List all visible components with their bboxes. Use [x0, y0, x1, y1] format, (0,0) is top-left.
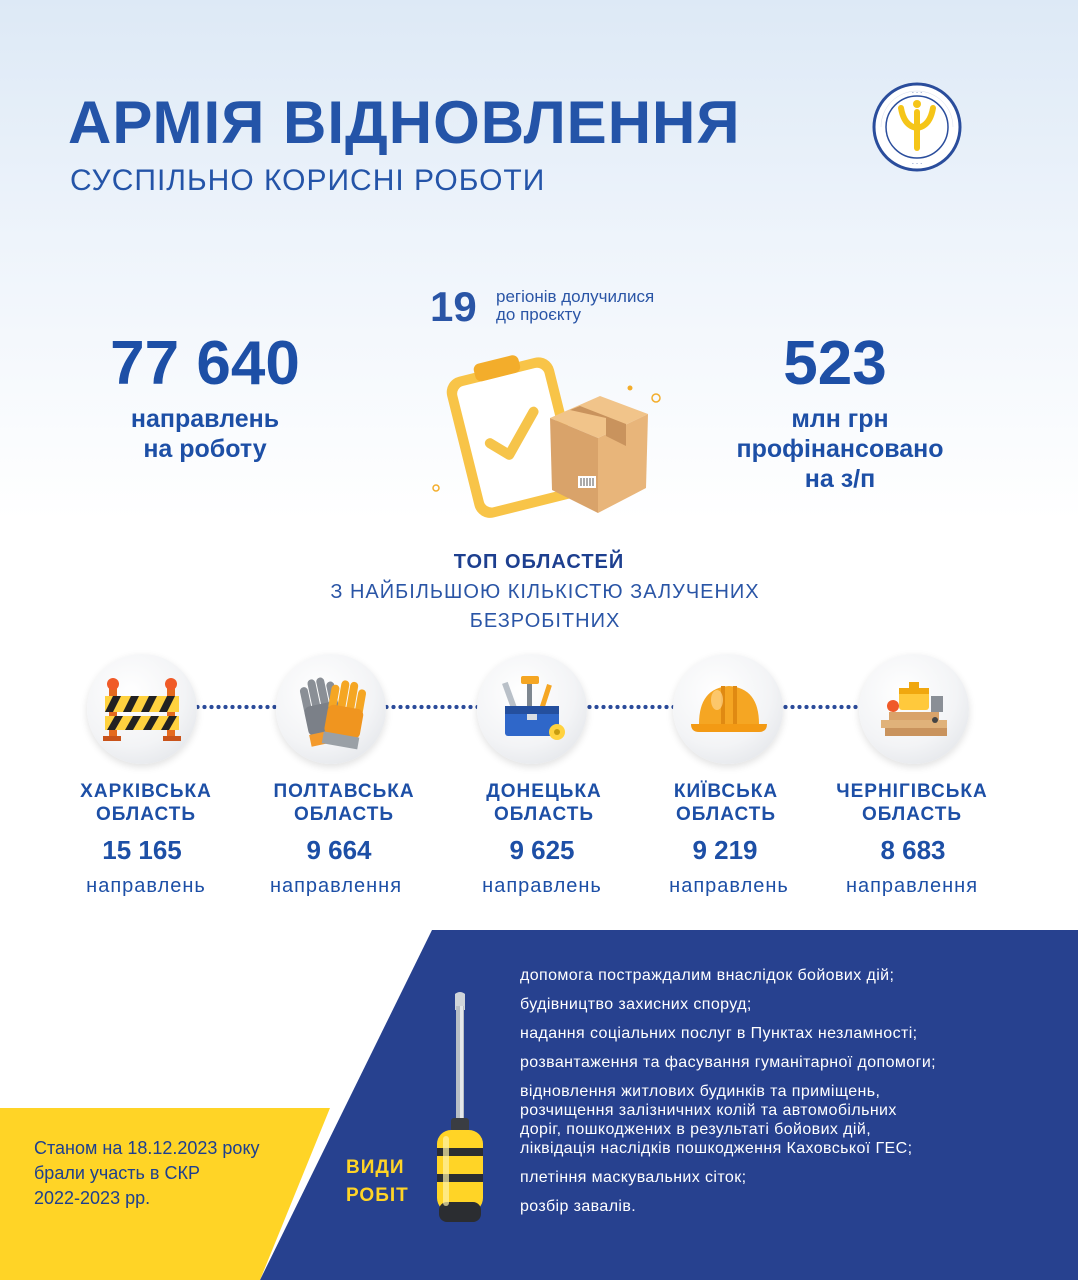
regions-label — [496, 288, 736, 324]
svg-text:· · ·: · · · — [911, 89, 923, 97]
regions-label-line1: регіонів долучилися — [496, 287, 655, 306]
region-count: 9 664 — [306, 835, 372, 865]
work-types-label-line1: ВИДИ — [346, 1157, 405, 1178]
total-referrals-label-line2: на роботу — [143, 435, 267, 463]
region-icon-circle — [276, 654, 386, 764]
total-referrals-value: 77 640 — [110, 329, 300, 398]
region-unit: направлення — [845, 875, 979, 897]
region-name-line1: ХАРКІВСЬКА — [80, 781, 212, 802]
region-name-line1: ЧЕРНІГІВСЬКА — [836, 781, 988, 802]
as-of-note-line1: Станом на 18.12.2023 року — [34, 1138, 260, 1158]
top-regions-heading: ТОП ОБЛАСТЕЙ — [453, 551, 625, 573]
region-name-line2: ОБЛАСТЬ — [675, 804, 777, 825]
work-type-line: відновлення житлових будинків та приміщень, — [520, 1083, 881, 1100]
regions-label-line2: до проєкту — [496, 305, 581, 324]
work-types-label-line2: РОБІТ — [346, 1185, 409, 1206]
work-types-label — [346, 1154, 426, 1210]
work-types-list — [520, 966, 1060, 1226]
hard-hat-icon — [673, 654, 783, 764]
region-icon-circle — [859, 654, 969, 764]
region-name-line2: ОБЛАСТЬ — [861, 804, 963, 825]
region-icon-circle — [673, 654, 783, 764]
road-barrier-icon — [87, 654, 197, 764]
region-name — [51, 780, 241, 826]
work-type-line: розчищення залізничних колій та автомобільних — [520, 1102, 897, 1119]
region-icon-circle — [477, 654, 587, 764]
page-title: АРМІЯ ВІДНОВЛЕННЯ — [68, 89, 741, 156]
work-type-line: ліквідація наслідків пошкодження Каховської ГЕС; — [520, 1140, 913, 1157]
region-name-line1: ДОНЕЦЬКА — [486, 781, 602, 802]
financing-label-line2: профінансовано — [736, 435, 944, 463]
region-count: 9 219 — [692, 835, 758, 865]
as-of-note-line2: брали участь в СКР — [34, 1163, 200, 1183]
financing-label — [700, 404, 980, 494]
total-referrals-label-line1: направлень — [130, 405, 280, 433]
region-count: 8 683 — [880, 835, 946, 865]
financing-label-line1: млн грн — [791, 405, 889, 433]
region-count: 9 625 — [509, 835, 575, 865]
top-regions-subheading — [290, 578, 800, 636]
work-type-item: надання соціальних послуг в Пунктах незламності; — [520, 1025, 918, 1042]
work-type-item: плетіння маскувальних сіток; — [520, 1169, 747, 1186]
svg-text:· · ·: · · · — [911, 160, 923, 168]
region-name — [249, 780, 439, 826]
page-subtitle: СУСПІЛЬНО КОРИСНІ РОБОТИ — [70, 164, 546, 197]
clipboard-box-illustration-icon — [430, 348, 670, 518]
work-type-item-multiline — [520, 1082, 1060, 1158]
financing-value: 523 — [783, 329, 887, 398]
regions-count: 19 — [430, 283, 477, 330]
work-type-item: розвантаження та фасування гуманітарної допомоги; — [520, 1054, 937, 1071]
total-referrals-label — [80, 404, 330, 464]
as-of-note-line3: 2022-2023 рр. — [34, 1188, 151, 1208]
screwdriver-icon — [425, 990, 495, 1225]
region-name-line1: ПОЛТАВСЬКА — [273, 781, 415, 802]
employment-service-logo-icon — [872, 82, 962, 172]
top-regions-subheading-line1: З НАЙБІЛЬШОЮ КІЛЬКІСТЮ ЗАЛУЧЕНИХ — [330, 581, 760, 603]
construction-materials-icon — [859, 654, 969, 764]
region-unit: направлень — [86, 875, 206, 897]
region-icon-circle — [87, 654, 197, 764]
financing-label-line3: на з/п — [804, 465, 876, 493]
work-type-item: допомога постраждалим внаслідок бойових дій; — [520, 967, 895, 984]
region-name — [631, 780, 821, 826]
region-name — [449, 780, 639, 826]
toolbox-icon — [477, 654, 587, 764]
as-of-note — [34, 1136, 304, 1211]
region-count: 15 165 — [102, 835, 182, 865]
region-name-line1: КИЇВСЬКА — [673, 781, 779, 802]
region-name-line2: ОБЛАСТЬ — [293, 804, 395, 825]
region-name-line2: ОБЛАСТЬ — [95, 804, 197, 825]
region-unit: направлень — [482, 875, 602, 897]
region-unit: направлення — [269, 875, 403, 897]
top-regions-subheading-line2: БЕЗРОБІТНИХ — [469, 610, 621, 632]
region-unit: направлень — [669, 875, 789, 897]
work-type-item: розбір завалів. — [520, 1198, 637, 1215]
work-type-item: будівництво захисних споруд; — [520, 996, 752, 1013]
region-name-line2: ОБЛАСТЬ — [493, 804, 595, 825]
work-type-line: доріг, пошкоджених в результаті бойових дій, — [520, 1121, 872, 1138]
work-gloves-icon — [276, 654, 386, 764]
region-name — [817, 780, 1007, 826]
